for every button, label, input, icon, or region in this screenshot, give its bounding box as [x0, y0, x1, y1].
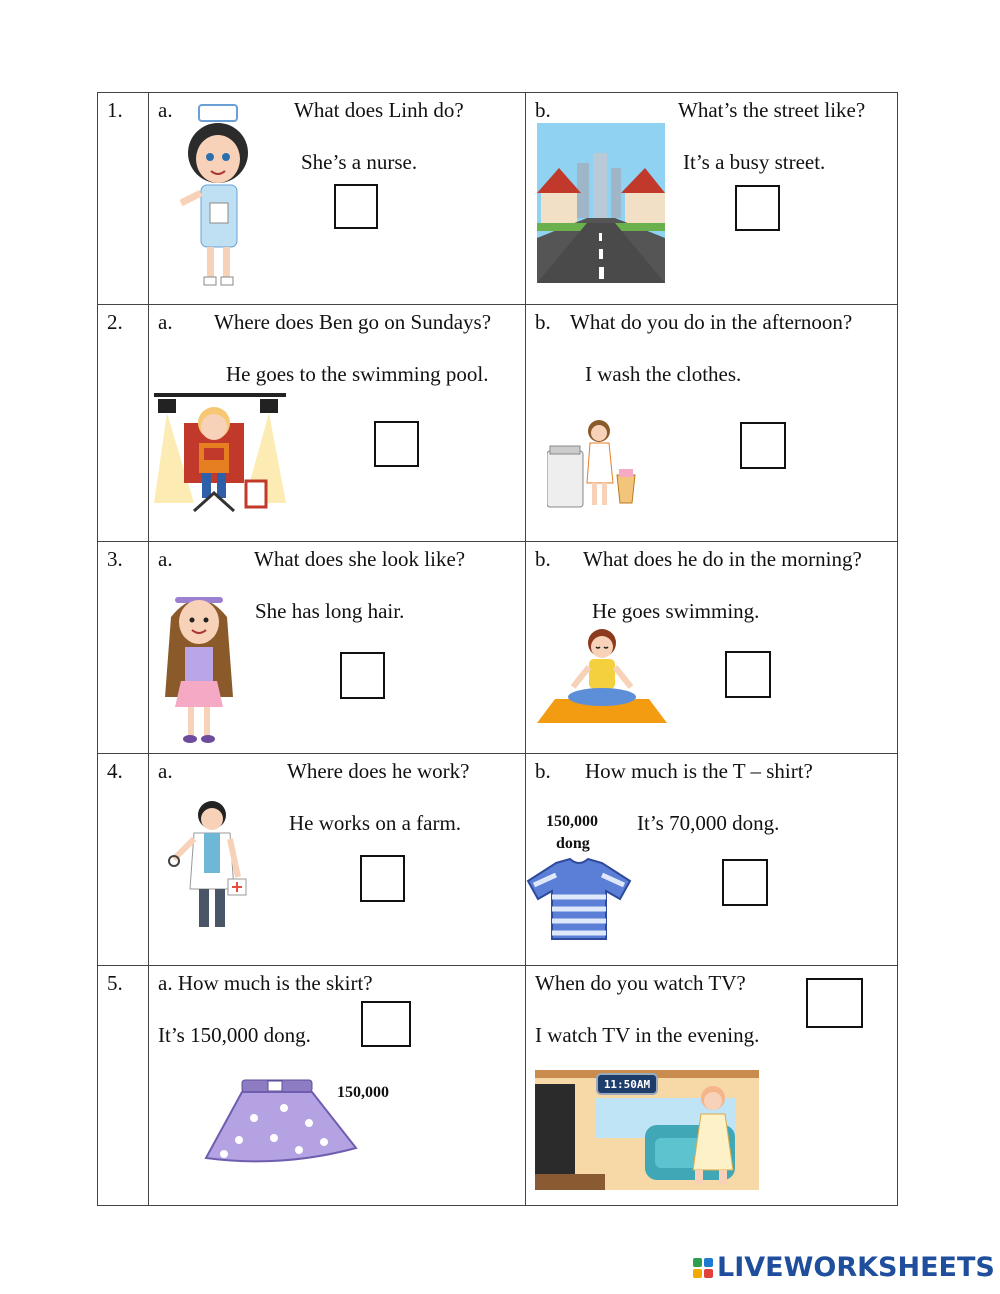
option-letter: b. [535, 98, 551, 122]
table-row [98, 754, 898, 966]
question-text: a. How much is the skirt? [158, 971, 373, 995]
table-row [98, 93, 898, 305]
question-text: Where does Ben go on Sundays? [214, 310, 492, 334]
row-number: 4. [98, 754, 149, 966]
cell-4b [526, 754, 898, 966]
cinema-boy-icon [154, 393, 286, 513]
answer-checkbox[interactable] [360, 855, 405, 902]
question-text: When do you watch TV? [535, 971, 746, 995]
answer-text: It’s a busy street. [683, 150, 826, 174]
tshirt-icon [526, 857, 632, 943]
option-letter: b. [535, 310, 551, 334]
cell-5b [526, 966, 898, 1206]
meditation-icon [537, 627, 667, 725]
answer-checkbox[interactable] [725, 651, 771, 698]
answer-text: I watch TV in the evening. [535, 1023, 760, 1047]
answer-text: I wash the clothes. [585, 362, 742, 386]
liveworksheets-logo [693, 1252, 995, 1283]
logo-icon [693, 1258, 713, 1278]
table-row [98, 305, 898, 542]
table-row [98, 542, 898, 754]
tv-room-icon [535, 1070, 759, 1190]
laundry-icon [547, 413, 637, 508]
brand-name: LIVEWORKSHEETS [717, 1252, 995, 1283]
nurse-icon [177, 103, 257, 288]
price-label: 150,000 [546, 813, 598, 830]
answer-checkbox[interactable] [740, 422, 786, 469]
cell-3b [526, 542, 898, 754]
price-label: dong [556, 835, 590, 852]
cell-4a [149, 754, 526, 966]
answer-text: She has long hair. [255, 599, 405, 623]
cell-1a [149, 93, 526, 305]
answer-text: He goes swimming. [592, 599, 760, 623]
option-letter: b. [535, 759, 551, 783]
option-letter: a. [158, 759, 173, 783]
option-letter: a. [158, 310, 173, 334]
price-label: 150,000 [337, 1084, 389, 1101]
row-number: 1. [98, 93, 149, 305]
question-text: What does Linh do? [294, 98, 464, 122]
question-text: How much is the T – shirt? [585, 759, 813, 783]
question-text: What do you do in the afternoon? [570, 310, 853, 334]
row-number: 2. [98, 305, 149, 542]
girl-long-hair-icon [159, 587, 239, 745]
option-letter: b. [535, 547, 551, 571]
answer-text: He goes to the swimming pool. [226, 362, 489, 386]
cell-2a [149, 305, 526, 542]
answer-text: She’s a nurse. [301, 150, 418, 174]
cell-2b [526, 305, 898, 542]
skirt-icon [204, 1078, 359, 1163]
answer-checkbox[interactable] [735, 185, 780, 231]
worksheet [97, 92, 897, 1202]
answer-text: It’s 70,000 dong. [637, 811, 780, 835]
doctor-icon [164, 799, 264, 934]
cell-3a [149, 542, 526, 754]
answer-checkbox[interactable] [334, 184, 378, 229]
street-icon [537, 123, 665, 283]
row-number: 3. [98, 542, 149, 754]
option-letter: a. [158, 547, 173, 571]
answer-checkbox[interactable] [361, 1001, 411, 1047]
cell-1b [526, 93, 898, 305]
answer-checkbox[interactable] [806, 978, 863, 1028]
question-text: Where does he work? [287, 759, 470, 783]
answer-text: It’s 150,000 dong. [158, 1023, 311, 1047]
table-row [98, 966, 898, 1206]
question-table [97, 92, 898, 1206]
question-text: What’s the street like? [678, 98, 866, 122]
row-number: 5. [98, 966, 149, 1206]
answer-checkbox[interactable] [722, 859, 768, 906]
question-text: What does he do in the morning? [583, 547, 862, 571]
answer-text: He works on a farm. [289, 811, 462, 835]
question-text: What does she look like? [254, 547, 466, 571]
answer-checkbox[interactable] [374, 421, 419, 467]
cell-5a [149, 966, 526, 1206]
clock-display: 11:50AM [603, 1078, 651, 1091]
option-letter: a. [158, 98, 173, 122]
answer-checkbox[interactable] [340, 652, 385, 699]
